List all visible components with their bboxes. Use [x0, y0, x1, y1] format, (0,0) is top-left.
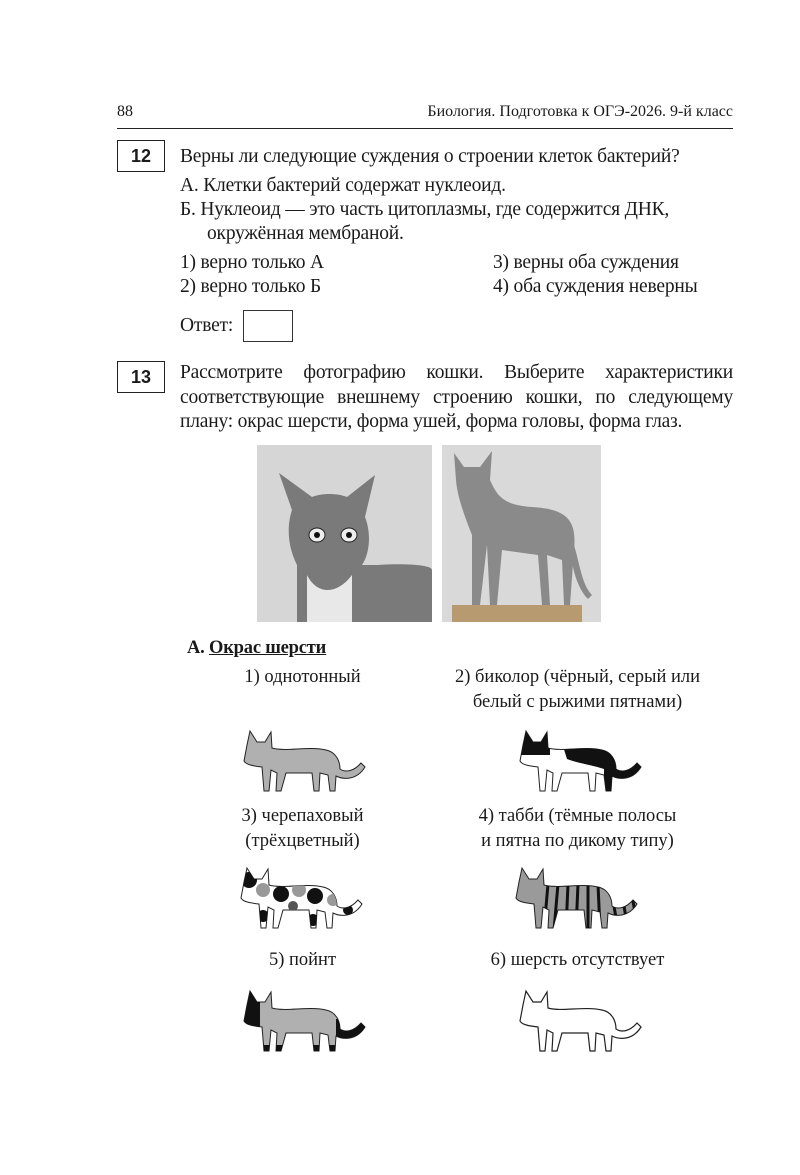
- hairless-cat-illustration: [512, 983, 642, 1053]
- coat-option-2-label: 2) биколор (чёрный, серый или: [454, 667, 701, 687]
- coat-option-6: [430, 948, 725, 973]
- cat-portrait-photo: [257, 445, 432, 622]
- q12-statement-b-cont: окружённая мембраной.: [207, 223, 404, 244]
- coat-option-4: [430, 804, 725, 854]
- q12-option-2: 2) верно только Б: [180, 276, 321, 297]
- coat-option-5-label: 5) пойнт: [268, 950, 337, 970]
- coat-option-4-label: 4) табби (тёмные полосы: [478, 806, 677, 826]
- q13-text-line-2: соответствующие внешнему строению кошки, по следующему: [180, 387, 733, 408]
- coat-option-3-label: 3) черепаховый: [241, 806, 364, 826]
- coat-option-3-label-2: (трёхцветный): [245, 831, 360, 851]
- section-a-title: Окрас шерсти: [209, 638, 327, 658]
- coat-option-2-label-2: белый с рыжими пятнами): [472, 692, 683, 712]
- header-divider: [117, 128, 733, 129]
- point-cat-illustration: [236, 983, 366, 1053]
- tortoiseshell-cat-illustration: [233, 860, 363, 930]
- q12-answer-label: Ответ:: [180, 315, 234, 336]
- coat-option-1: [200, 665, 405, 690]
- cat-standing-photo: [442, 445, 601, 622]
- q12-option-1: 1) верно только А: [180, 252, 324, 273]
- solid-cat-illustration: [236, 723, 366, 793]
- coat-option-3: [200, 804, 405, 854]
- section-a-heading: [187, 636, 326, 660]
- coat-option-5: [200, 948, 405, 973]
- q13-text-line-1: Рассмотрите фотографию кошки. Выберите характеристики: [180, 362, 733, 383]
- coat-option-4-label-2: и пятна по дикому типу): [481, 831, 674, 851]
- section-a-prefix: А.: [187, 638, 205, 658]
- q12-option-3: 3) верны оба суждения: [493, 252, 679, 273]
- page-number: 88: [117, 103, 133, 120]
- coat-option-6-label: 6) шерсть отсутствует: [490, 950, 665, 970]
- question-number-12: 12: [117, 140, 165, 172]
- tabby-cat-illustration: [508, 860, 638, 930]
- bicolor-cat-illustration: [512, 723, 642, 793]
- book-title: Биология. Подготовка к ОГЭ-2026. 9-й класс: [427, 103, 733, 120]
- coat-option-2: [430, 665, 725, 715]
- coat-option-1-label: 1) однотонный: [244, 667, 361, 687]
- q12-option-4: 4) оба суждения неверны: [493, 276, 698, 297]
- q13-text-line-3: плану: окрас шерсти, форма ушей, форма головы, форма глаз.: [180, 411, 683, 432]
- q12-statement-a: А. Клетки бактерий содержат нуклеоид.: [180, 175, 506, 196]
- q12-question: Верны ли следующие суждения о строении клеток бактерий?: [180, 146, 680, 167]
- question-number-13: 13: [117, 361, 165, 393]
- q12-answer-box[interactable]: [243, 310, 293, 342]
- q12-statement-b: Б. Нуклеоид — это часть цитоплазмы, где содержится ДНК,: [180, 199, 670, 220]
